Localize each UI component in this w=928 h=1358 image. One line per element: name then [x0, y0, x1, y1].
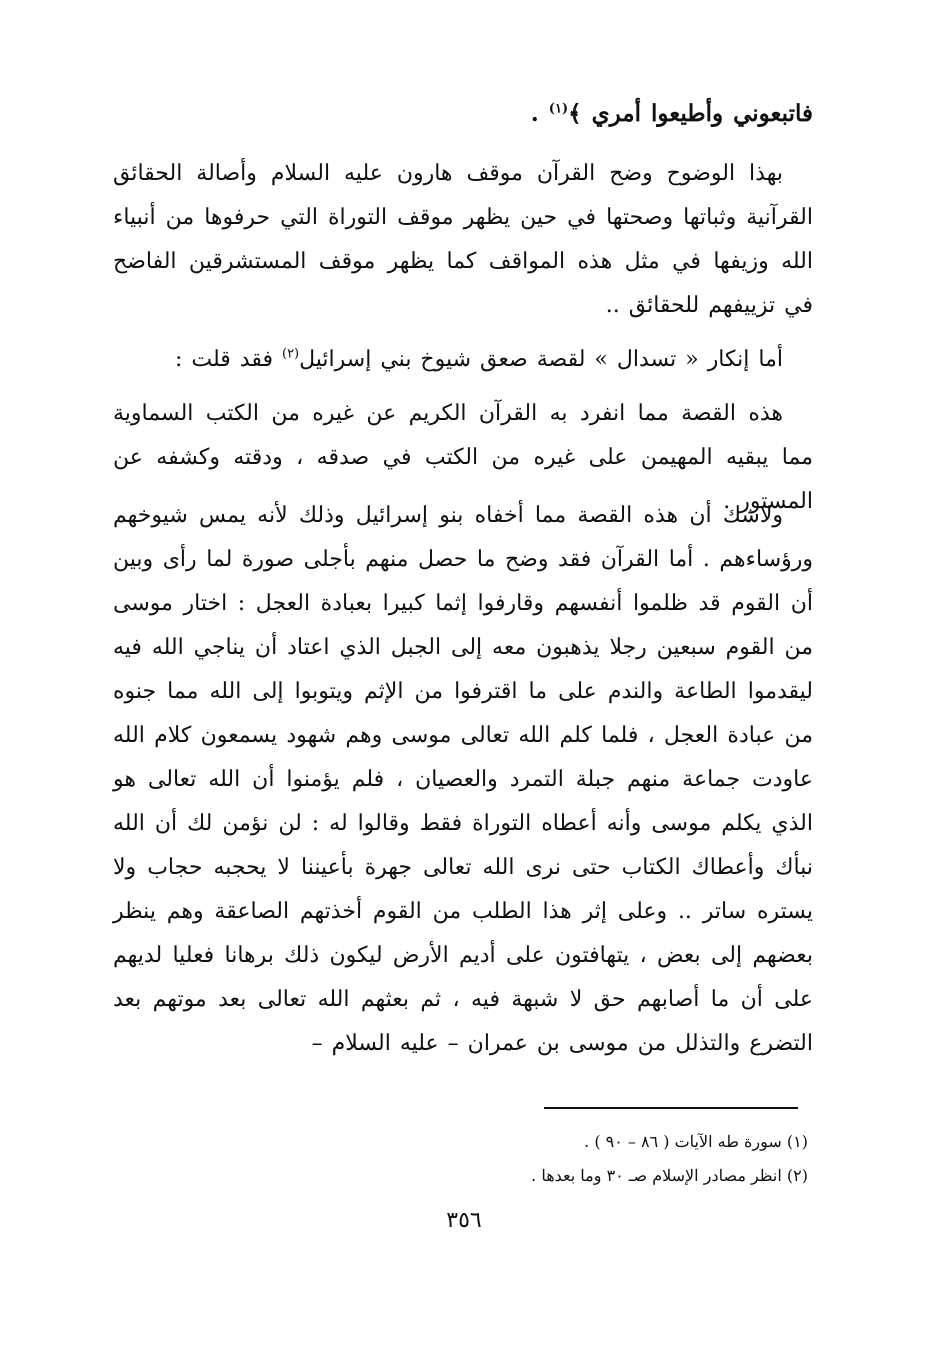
paragraph-2-end: فقد قلت : [174, 347, 282, 372]
footnote-divider [544, 1107, 798, 1109]
footnote-1: (١) سورة طه الآيات ( ٨٦ – ٩٠ ) . [584, 1132, 808, 1151]
page-number: ٣٥٦ [446, 1208, 482, 1233]
footnotes [108, 1125, 808, 1193]
paragraph-3: هذه القصة مما انفرد به القرآن الكريم عن غيره من الكتب السماوية مما يبقيه المهيمن على غيره من الكتب في صدقه ، ودقته وكشفه عن المستور . [113, 401, 813, 514]
footnote-ref-1: (١) [548, 101, 569, 117]
verse-end: . [530, 100, 549, 127]
verse-text: فاتبعوني وأطيعوا أمري ﴾ [568, 100, 813, 127]
quran-verse-ending [113, 92, 813, 136]
paragraph-4: ولاشك أن هذه القصة مما أخفاه بنو إسرائيل وذلك لأنه يمس شيوخهم ورؤساءهم . أما القرآن فقد وضح ما حصل منهم بأجلى صورة لما رأى وبين أن القوم قد ظلموا أنفسهم وقارفوا إثما كبيرا بعبادة العجل : اختار موسى من القوم سبعين رجلا يذهبون معه إلى الجبل الذي اعتاد أن يناجي الله فيه ليقدموا الطاعة والندم على ما اقترفوا من الإثم ويتوبوا إلى الله مما جنوه من عبادة العجل ، فلما كلم الله تعالى موسى وهم شهود يسمعون كلام الله عاودت جماعة منهم جبلة التمرد والعصيان ، فلم يؤمنوا أن الله تعالى هو الذي يكلم موسى وأنه أعطاه التوراة فقط وقالوا له : لن نؤمن لك أن الله نبأك وأعطاك الكتاب حتى نرى الله تعالى جهرة بأعيننا لا يحجبه حجاب ولا يستره ساتر .. وعلى إثر هذا الطلب من القوم أخذتهم الصاعقة وهم ينظر بعضهم إلى بعض ، يتهافتون على أديم الأرض ليكون ذلك برهانا فعليا لديهم على أن ما أصابهم حق لا شبهة فيه ، ثم بعثهم الله تعالى بعد موتهم بعد التضرع والتذلل من موسى بن عمران – عليه السلام – [113, 503, 813, 1056]
paragraph-1: بهذا الوضوح وضح القرآن موقف هارون عليه السلام وأصالة الحقائق القرآنية وثباتها وصحتها في حين يظهر موقف التوراة التي حرفوها من أنبياء الله وزيفها في مثل هذه المواقف كما يظهر موقف المستشرقين الفاضح في تزييفهم للحقائق .. [113, 161, 813, 318]
paragraph-2 [113, 338, 813, 382]
footnote-2: (٢) انظر مصادر الإسلام صـ ٣٠ وما بعدها . [531, 1166, 808, 1185]
paragraph-2-text: أما إنكار « تسدال » لقصة صعق شيوخ بني إسرائيل [299, 347, 783, 372]
footnote-ref-2: (٢) [281, 346, 300, 362]
